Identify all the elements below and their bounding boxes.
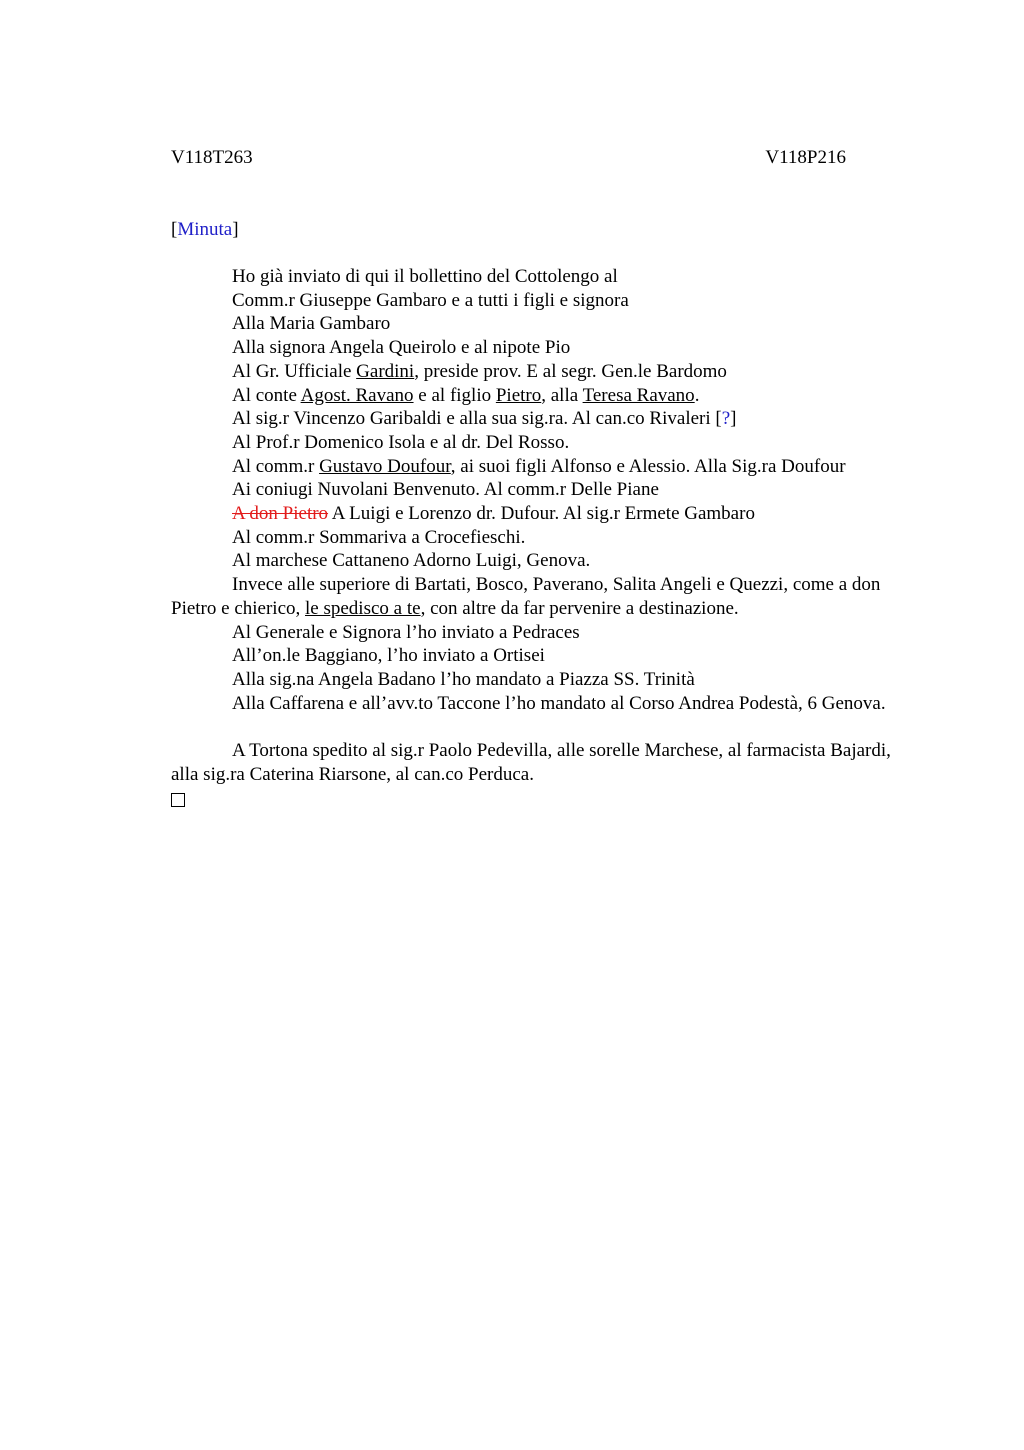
text-span: ]	[730, 408, 737, 430]
minuta-label	[171, 218, 239, 242]
letter-body	[171, 265, 911, 813]
underlined-phrase: le spedisco a te	[305, 597, 421, 619]
text-line: All’on.le Baggiano, l’ho inviato a Ortisei	[232, 645, 545, 667]
uncertain-mark-link[interactable]: ?	[721, 408, 731, 430]
text-span: Al comm.r	[232, 455, 320, 477]
underlined-name: Pietro	[495, 384, 542, 406]
text-line: Comm.r Giuseppe Gambaro e a tutti i figli e signora	[232, 289, 629, 311]
text-line: Ai coniugi Nuvolani Benvenuto. Al comm.r Delle Piane	[232, 479, 659, 501]
text-line: Al Generale e Signora l’ho inviato a Pedraces	[232, 621, 580, 643]
underlined-name: Gardini	[356, 360, 415, 382]
text-line: Alla signora Angela Queirolo e al nipote Pio	[232, 337, 571, 359]
text-line: Alla Maria Gambaro	[232, 313, 391, 335]
deleted-text: A don Pietro	[232, 503, 329, 525]
text-line: Ho già inviato di qui il bollettino del Cottolengo al	[232, 266, 618, 287]
text-paragraph: A Tortona spedito al sig.r Paolo Pedevilla, alle sorelle Marchese, al farmacista Bajardi, alla sig.ra Caterina Riarsone, al can.co Perduca.	[171, 740, 891, 786]
text-paragraph: Alla Caffarena e all’avv.to Taccone l’ho mandato al Corso Andrea Podestà, 6 Genova.	[232, 692, 886, 714]
text-paragraph	[171, 573, 911, 620]
text-span: , ai suoi figli Alfonso e Alessio. Alla Sig.ra Doufour	[450, 455, 846, 477]
text-line	[171, 384, 911, 408]
text-span: Invece alle superiore di Bartati, Bosco, Paverano, Salita Angeli e Quezzi, come a don Pietro e chierico,	[171, 574, 881, 619]
text-line	[171, 360, 911, 384]
minuta-link[interactable]: Minuta	[177, 219, 233, 240]
text-span: , preside prov. E al segr. Gen.le Bardomo	[414, 360, 727, 382]
text-span: e al figlio	[413, 384, 496, 406]
text-line	[171, 502, 911, 526]
text-line: Alla sig.na Angela Badano l’ho mandato a Piazza SS. Trinità	[232, 668, 695, 690]
text-span: , alla	[541, 384, 583, 406]
text-line	[171, 407, 911, 431]
end-mark	[171, 787, 911, 814]
page-header	[171, 146, 846, 170]
text-span: Al sig.r Vincenzo Garibaldi e alla sua sig.ra. Al can.co Rivaleri [	[232, 408, 722, 430]
text-span: , con altre da far pervenire a destinazione.	[420, 597, 739, 619]
text-span: A Luigi e Lorenzo dr. Dufour. Al sig.r Ermete Gambaro	[328, 503, 755, 525]
header-left-code: V118T263	[171, 147, 253, 168]
bracket-open: [	[171, 219, 178, 240]
empty-square-icon	[171, 793, 185, 807]
text-line: Al Prof.r Domenico Isola e al dr. Del Rosso.	[232, 431, 570, 453]
text-span: .	[694, 384, 700, 406]
underlined-name: Gustavo Doufour	[319, 455, 451, 477]
text-line: Al comm.r Sommariva a Crocefieschi.	[232, 526, 526, 548]
paragraph-gap	[171, 715, 911, 739]
text-span: Al Gr. Ufficiale	[232, 360, 357, 382]
text-line	[171, 455, 911, 479]
bracket-close: ]	[232, 219, 239, 240]
underlined-name: Teresa Ravano	[582, 384, 695, 406]
text-span: Al conte	[232, 384, 301, 406]
header-right-code: V118P216	[765, 147, 846, 168]
underlined-name: Agost. Ravano	[300, 384, 414, 406]
text-line: Al marchese Cattaneno Adorno Luigi, Genova.	[232, 550, 591, 572]
